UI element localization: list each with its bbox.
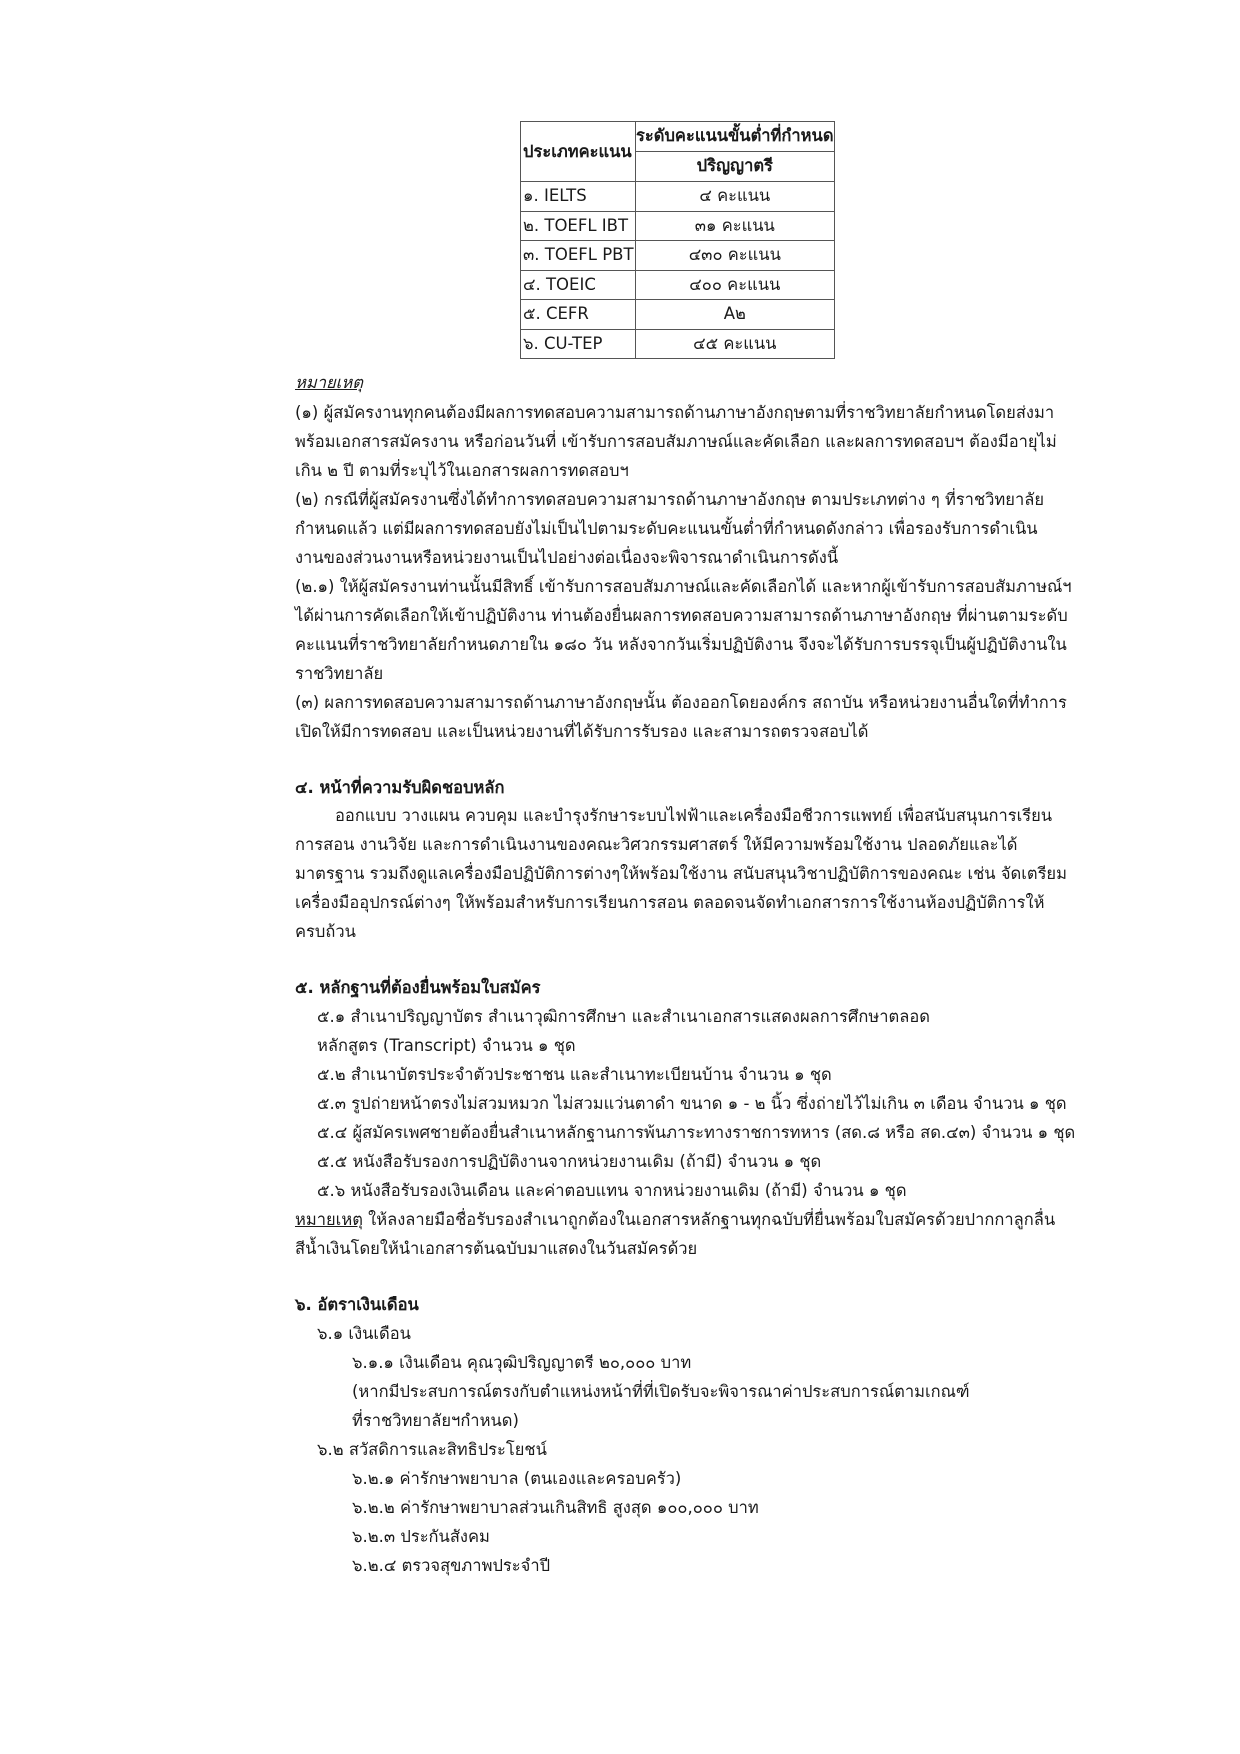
table-header-min-score: ระดับคะแนนขั้นต่ำที่กำหนด [636,122,835,152]
note-line: กำหนดแล้ว แต่มีผลการทดสอบยังไม่เป็นไปตามระดับคะแนนขั้นต่ำที่กำหนดดังกล่าว เพื่อรองรับการดำเนิน [295,519,1038,538]
section-4-line: การสอน งานวิจัย และการดำเนินงานของคณะวิศวกรรมศาสตร์ ให้มีความพร้อมใช้งาน ปลอดภัยและได้ [295,835,1018,854]
table-cell-score: ๔๓๐ คะแนน [636,241,835,271]
section-4-line: ครบถ้วน [295,922,356,941]
section-4-line: ออกแบบ วางแผน ควบคุม และบำรุงรักษาระบบไฟฟ้าและเครื่องมือชีวการแพทย์ เพื่อสนับสนุนการเรียน [335,806,1053,825]
section-4-line: มาตรฐาน รวมถึงดูแลเครื่องมือปฏิบัติการต่างๆให้พร้อมใช้งาน สนับสนุนวิชาปฏิบัติการของคณะ เช่น จัดเตรียม [295,864,1067,883]
note-line: เปิดให้มีการทดสอบ และเป็นหน่วยงานที่ได้รับการรับรอง และสามารถตรวจสอบได้ [295,722,869,741]
section-5-item: ๕.๒ สำเนาบัตรประจำตัวประชาชน และสำเนาทะเบียนบ้าน จำนวน ๑ ชุด [317,1065,832,1084]
note-heading: หมายเหตุ [295,373,363,392]
section-5-item: ๕.๔ ผู้สมัครเพศชายต้องยื่นสำเนาหลักฐานการพ้นภาระทางราชการทหาร (สด.๘ หรือ สด.๔๓) จำนวน ๑ ชุด [317,1123,1076,1142]
note-line: ราชวิทยาลัย [295,664,384,683]
note-line: คะแนนที่ราชวิทยาลัยกำหนดภายใน ๑๘๐ วัน หลังจากวันเริ่มปฏิบัติงาน จึงจะได้รับการบรรจุเป็นผู้ปฏิบัติงานใน [295,635,1067,654]
note-line: (๓) ผลการทดสอบความสามารถด้านภาษาอังกฤษนั้น ต้องออกโดยองค์กร สถาบัน หรือหน่วยงานอื่นใดที่ทำการ [295,693,1067,712]
section-6-line: ๖.๑ เงินเดือน [317,1324,411,1343]
note-line: เกิน ๒ ปี ตามที่ระบุไว้ในเอกสารผลการทดสอบฯ [295,461,629,480]
table-cell-type: ๒. TOEFL IBT [521,211,636,241]
note-line: พร้อมเอกสารสมัครงาน หรือก่อนวันที่ เข้ารับการสอบสัมภาษณ์และคัดเลือก และผลการทดสอบฯ ต้องมีอายุไม่ [295,432,1057,451]
note-line: งานของส่วนงานหรือหน่วยงานเป็นไปอย่างต่อเนื่องจะพิจารณาดำเนินการดังนี้ [295,548,839,567]
section-5-note-label: หมายเหตุ [295,1210,363,1229]
table-cell-type: ๓. TOEFL PBT [521,241,636,271]
section-5-title: ๕. หลักฐานที่ต้องยื่นพร้อมใบสมัคร [295,978,541,997]
section-5-item: ๕.๑ สำเนาปริญญาบัตร สำเนาวุฒิการศึกษา และสำเนาเอกสารแสดงผลการศึกษาตลอด [317,1007,930,1026]
table-cell-score: ๔ คะแนน [636,182,835,212]
table-header-bachelor: ปริญญาตรี [636,152,835,182]
table-cell-type: ๕. CEFR [521,300,636,330]
section-4-line: เครื่องมืออุปกรณ์ต่างๆ ให้พร้อมสำหรับการเรียนการสอน ตลอดจนจัดทำเอกสารการใช้งานห้องปฏิบัติการให้ [295,893,1045,912]
table-row [521,329,835,359]
table-cell-type: ๑. IELTS [521,182,636,212]
section-5-item: ๕.๖ หนังสือรับรองเงินเดือน และค่าตอบแทน จากหน่วยงานเดิม (ถ้ามี) จำนวน ๑ ชุด [317,1181,907,1200]
section-6-line: ๖.๒ สวัสดิการและสิทธิประโยชน์ [317,1440,547,1459]
table-header-score-type: ประเภทคะแนน [521,122,636,182]
section-6-line: (หากมีประสบการณ์ตรงกับตำแหน่งหน้าที่ที่เปิดรับจะพิจารณาค่าประสบการณ์ตามเกณฑ์ [352,1382,970,1401]
table-cell-score: ๔๕ คะแนน [636,329,835,359]
table-row [521,300,835,330]
section-5-note-text: ให้ลงลายมือชื่อรับรองสำเนาถูกต้องในเอกสารหลักฐานทุกฉบับที่ยื่นพร้อมใบสมัครด้วยปากกาลูกลื่น [362,1210,1056,1229]
table-row [521,211,835,241]
section-6-line: ๖.๒.๓ ประกันสังคม [352,1527,490,1546]
table-cell-type: ๔. TOEIC [521,270,636,300]
section-4-title: ๔. หน้าที่ความรับผิดชอบหลัก [295,778,505,797]
table-row [521,270,835,300]
table-cell-type: ๖. CU-TEP [521,329,636,359]
section-6-title: ๖. อัตราเงินเดือน [295,1295,419,1314]
section-6-line: ที่ราชวิทยาลัยฯกำหนด) [352,1411,519,1430]
table-cell-score: ๔๐๐ คะแนน [636,270,835,300]
table-cell-score: ๓๑ คะแนน [636,211,835,241]
section-5-item: ๕.๕ หนังสือรับรองการปฏิบัติงานจากหน่วยงานเดิม (ถ้ามี) จำนวน ๑ ชุด [317,1152,822,1171]
section-5-note [295,1207,1055,1233]
english-score-table [520,121,835,359]
section-5-item: หลักสูตร (Transcript) จำนวน ๑ ชุด [317,1036,576,1055]
section-6-line: ๖.๑.๑ เงินเดือน คุณวุฒิปริญญาตรี ๒๐,๐๐๐ บาท [352,1353,692,1372]
section-6-line: ๖.๒.๒ ค่ารักษาพยาบาลส่วนเกินสิทธิ สูงสุด ๑๐๐,๐๐๐ บาท [352,1498,759,1517]
note-line: (๑) ผู้สมัครงานทุกคนต้องมีผลการทดสอบความสามารถด้านภาษาอังกฤษตามที่ราชวิทยาลัยกำหนดโดยส่งมา [295,403,1055,422]
section-5-note-line: สีน้ำเงินโดยให้นำเอกสารต้นฉบับมาแสดงในวันสมัครด้วย [295,1239,698,1258]
note-line: ได้ผ่านการคัดเลือกให้เข้าปฏิบัติงาน ท่านต้องยื่นผลการทดสอบความสามารถด้านภาษาอังกฤษ ที่ผ่านตามระดับ [295,606,1068,625]
table-row [521,182,835,212]
note-line: (๒) กรณีที่ผู้สมัครงานซึ่งได้ทำการทดสอบความสามารถด้านภาษาอังกฤษ ตามประเภทต่าง ๆ ที่ราชวิทยาลัย [295,490,1045,509]
table-cell-score: A๒ [636,300,835,330]
note-line: (๒.๑) ให้ผู้สมัครงานท่านนั้นมีสิทธิ์ เข้ารับการสอบสัมภาษณ์และคัดเลือกได้ และหากผู้เข้ารับการสอบสัมภาษณ์ฯ [295,577,1072,596]
section-5-item: ๕.๓ รูปถ่ายหน้าตรงไม่สวมหมวก ไม่สวมแว่นตาดำ ขนาด ๑ - ๒ นิ้ว ซึ่งถ่ายไว้ไม่เกิน ๓ เดือน จำนวน ๑ ชุด [317,1094,1067,1113]
section-6-line: ๖.๒.๔ ตรวจสุขภาพประจำปี [352,1556,551,1575]
section-6-line: ๖.๒.๑ ค่ารักษาพยาบาล (ตนเองและครอบครัว) [352,1469,682,1488]
table-row [521,241,835,271]
